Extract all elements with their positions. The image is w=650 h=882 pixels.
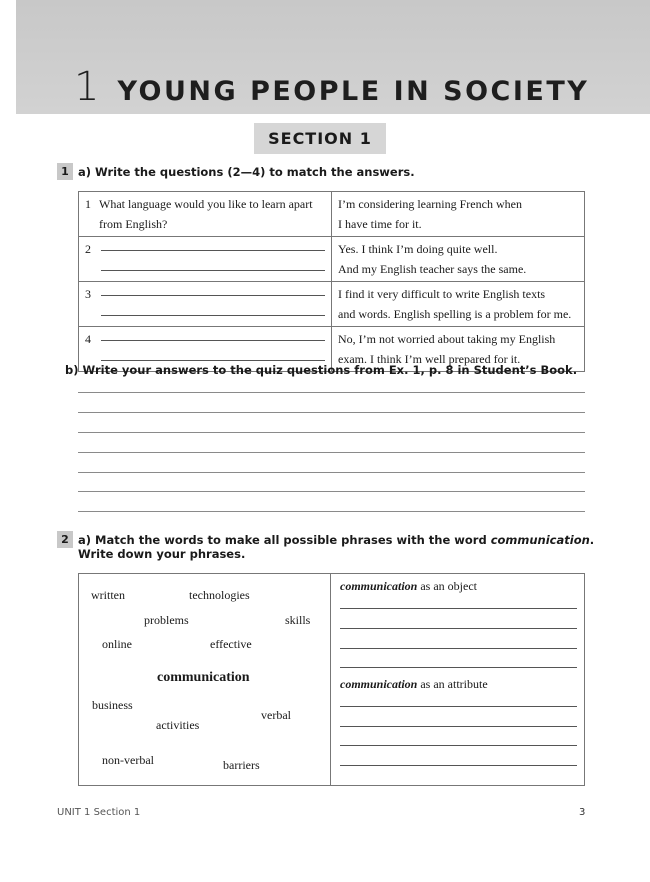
answer-cell bbox=[332, 192, 585, 237]
attribute-heading-bold: communication bbox=[340, 677, 418, 691]
writing-line[interactable] bbox=[78, 491, 585, 492]
object-heading bbox=[340, 579, 477, 594]
exercise-number: 2 bbox=[57, 531, 73, 548]
question-number: 3 bbox=[85, 287, 91, 301]
write-line[interactable] bbox=[340, 628, 577, 629]
write-line[interactable] bbox=[340, 706, 577, 707]
write-line[interactable] bbox=[101, 270, 325, 271]
question-text bbox=[99, 194, 325, 234]
question-cell[interactable] bbox=[79, 237, 332, 282]
instruction-italic: communication bbox=[490, 533, 590, 547]
table-row bbox=[79, 192, 585, 237]
question-number: 4 bbox=[85, 332, 91, 346]
answer-line: I’m considering learning French when bbox=[338, 197, 522, 211]
word-online: online bbox=[102, 637, 132, 651]
writing-line[interactable] bbox=[78, 412, 585, 413]
writing-line[interactable] bbox=[78, 392, 585, 393]
word-non-verbal: non-verbal bbox=[102, 753, 154, 767]
word-effective: effective bbox=[210, 637, 252, 651]
write-line[interactable] bbox=[340, 667, 577, 668]
attribute-heading bbox=[340, 677, 488, 692]
answer-line: No, I’m not worried about taking my English bbox=[338, 332, 556, 346]
question-number: 2 bbox=[85, 242, 91, 256]
write-line[interactable] bbox=[340, 608, 577, 609]
answer-line: and words. English spelling is a problem for me. bbox=[338, 307, 572, 321]
phrase-matching-box bbox=[78, 573, 585, 786]
word-activities: activities bbox=[156, 718, 200, 732]
column-divider bbox=[330, 574, 331, 785]
write-line[interactable] bbox=[340, 765, 577, 766]
word-skills: skills bbox=[285, 613, 311, 627]
answer-line: Yes. I think I’m doing quite well. bbox=[338, 242, 498, 256]
question-number: 1 bbox=[85, 197, 91, 211]
writing-line[interactable] bbox=[78, 452, 585, 453]
word-technologies: technologies bbox=[189, 588, 250, 602]
word-written: written bbox=[91, 588, 125, 602]
table-row bbox=[79, 237, 585, 282]
instruction-text: a) Match the words to make all possible phrases with the word bbox=[78, 533, 491, 547]
page-number: 3 bbox=[579, 807, 586, 818]
footer-unit-section: UNIT 1 Section 1 bbox=[57, 807, 141, 818]
word-communication: communication bbox=[157, 670, 250, 685]
word-barriers: barriers bbox=[223, 758, 260, 772]
unit-number: 1 bbox=[74, 64, 100, 110]
exercise1-instruction-a: a) Write the questions (2—4) to match the answers. bbox=[78, 165, 415, 179]
exercise2-instruction-line2: Write down your phrases. bbox=[78, 547, 246, 561]
writing-line[interactable] bbox=[78, 511, 585, 512]
write-line[interactable] bbox=[340, 648, 577, 649]
word-problems: problems bbox=[144, 613, 189, 627]
write-line[interactable] bbox=[340, 726, 577, 727]
word-business: business bbox=[92, 698, 133, 712]
object-heading-rest: as an object bbox=[417, 579, 477, 593]
question-answer-table bbox=[78, 191, 585, 372]
writing-line[interactable] bbox=[78, 472, 585, 473]
writing-line[interactable] bbox=[78, 432, 585, 433]
write-line[interactable] bbox=[101, 360, 325, 361]
table-row bbox=[79, 282, 585, 327]
write-line[interactable] bbox=[101, 295, 325, 296]
question-line: from English? bbox=[99, 217, 168, 231]
answer-line: And my English teacher says the same. bbox=[338, 262, 527, 276]
attribute-heading-rest: as an attribute bbox=[417, 677, 488, 691]
answer-cell bbox=[332, 282, 585, 327]
answer-line: exam. I think I’m well prepared for it. bbox=[338, 352, 521, 366]
answer-line: I find it very difficult to write English texts bbox=[338, 287, 546, 301]
write-line[interactable] bbox=[101, 250, 325, 251]
question-cell[interactable] bbox=[79, 282, 332, 327]
instruction-text: . bbox=[589, 533, 595, 547]
answer-line: I have time for it. bbox=[338, 217, 422, 231]
write-line[interactable] bbox=[101, 340, 325, 341]
write-line[interactable] bbox=[340, 745, 577, 746]
unit-title-text: YOUNG PEOPLE IN SOCIETY bbox=[117, 76, 590, 107]
section-label: SECTION 1 bbox=[254, 123, 386, 154]
unit-title bbox=[74, 64, 589, 110]
exercise-number: 1 bbox=[57, 163, 73, 180]
word-verbal: verbal bbox=[261, 708, 291, 722]
exercise2-instruction-a bbox=[78, 533, 594, 547]
exercise1-instruction-b: b) Write your answers to the quiz questions from Ex. 1, p. 8 in Student’s Book. bbox=[65, 363, 578, 377]
question-line: What language would you like to learn apart bbox=[99, 197, 313, 211]
object-heading-bold: communication bbox=[340, 579, 418, 593]
answer-cell bbox=[332, 237, 585, 282]
question-cell bbox=[79, 192, 332, 237]
write-line[interactable] bbox=[101, 315, 325, 316]
